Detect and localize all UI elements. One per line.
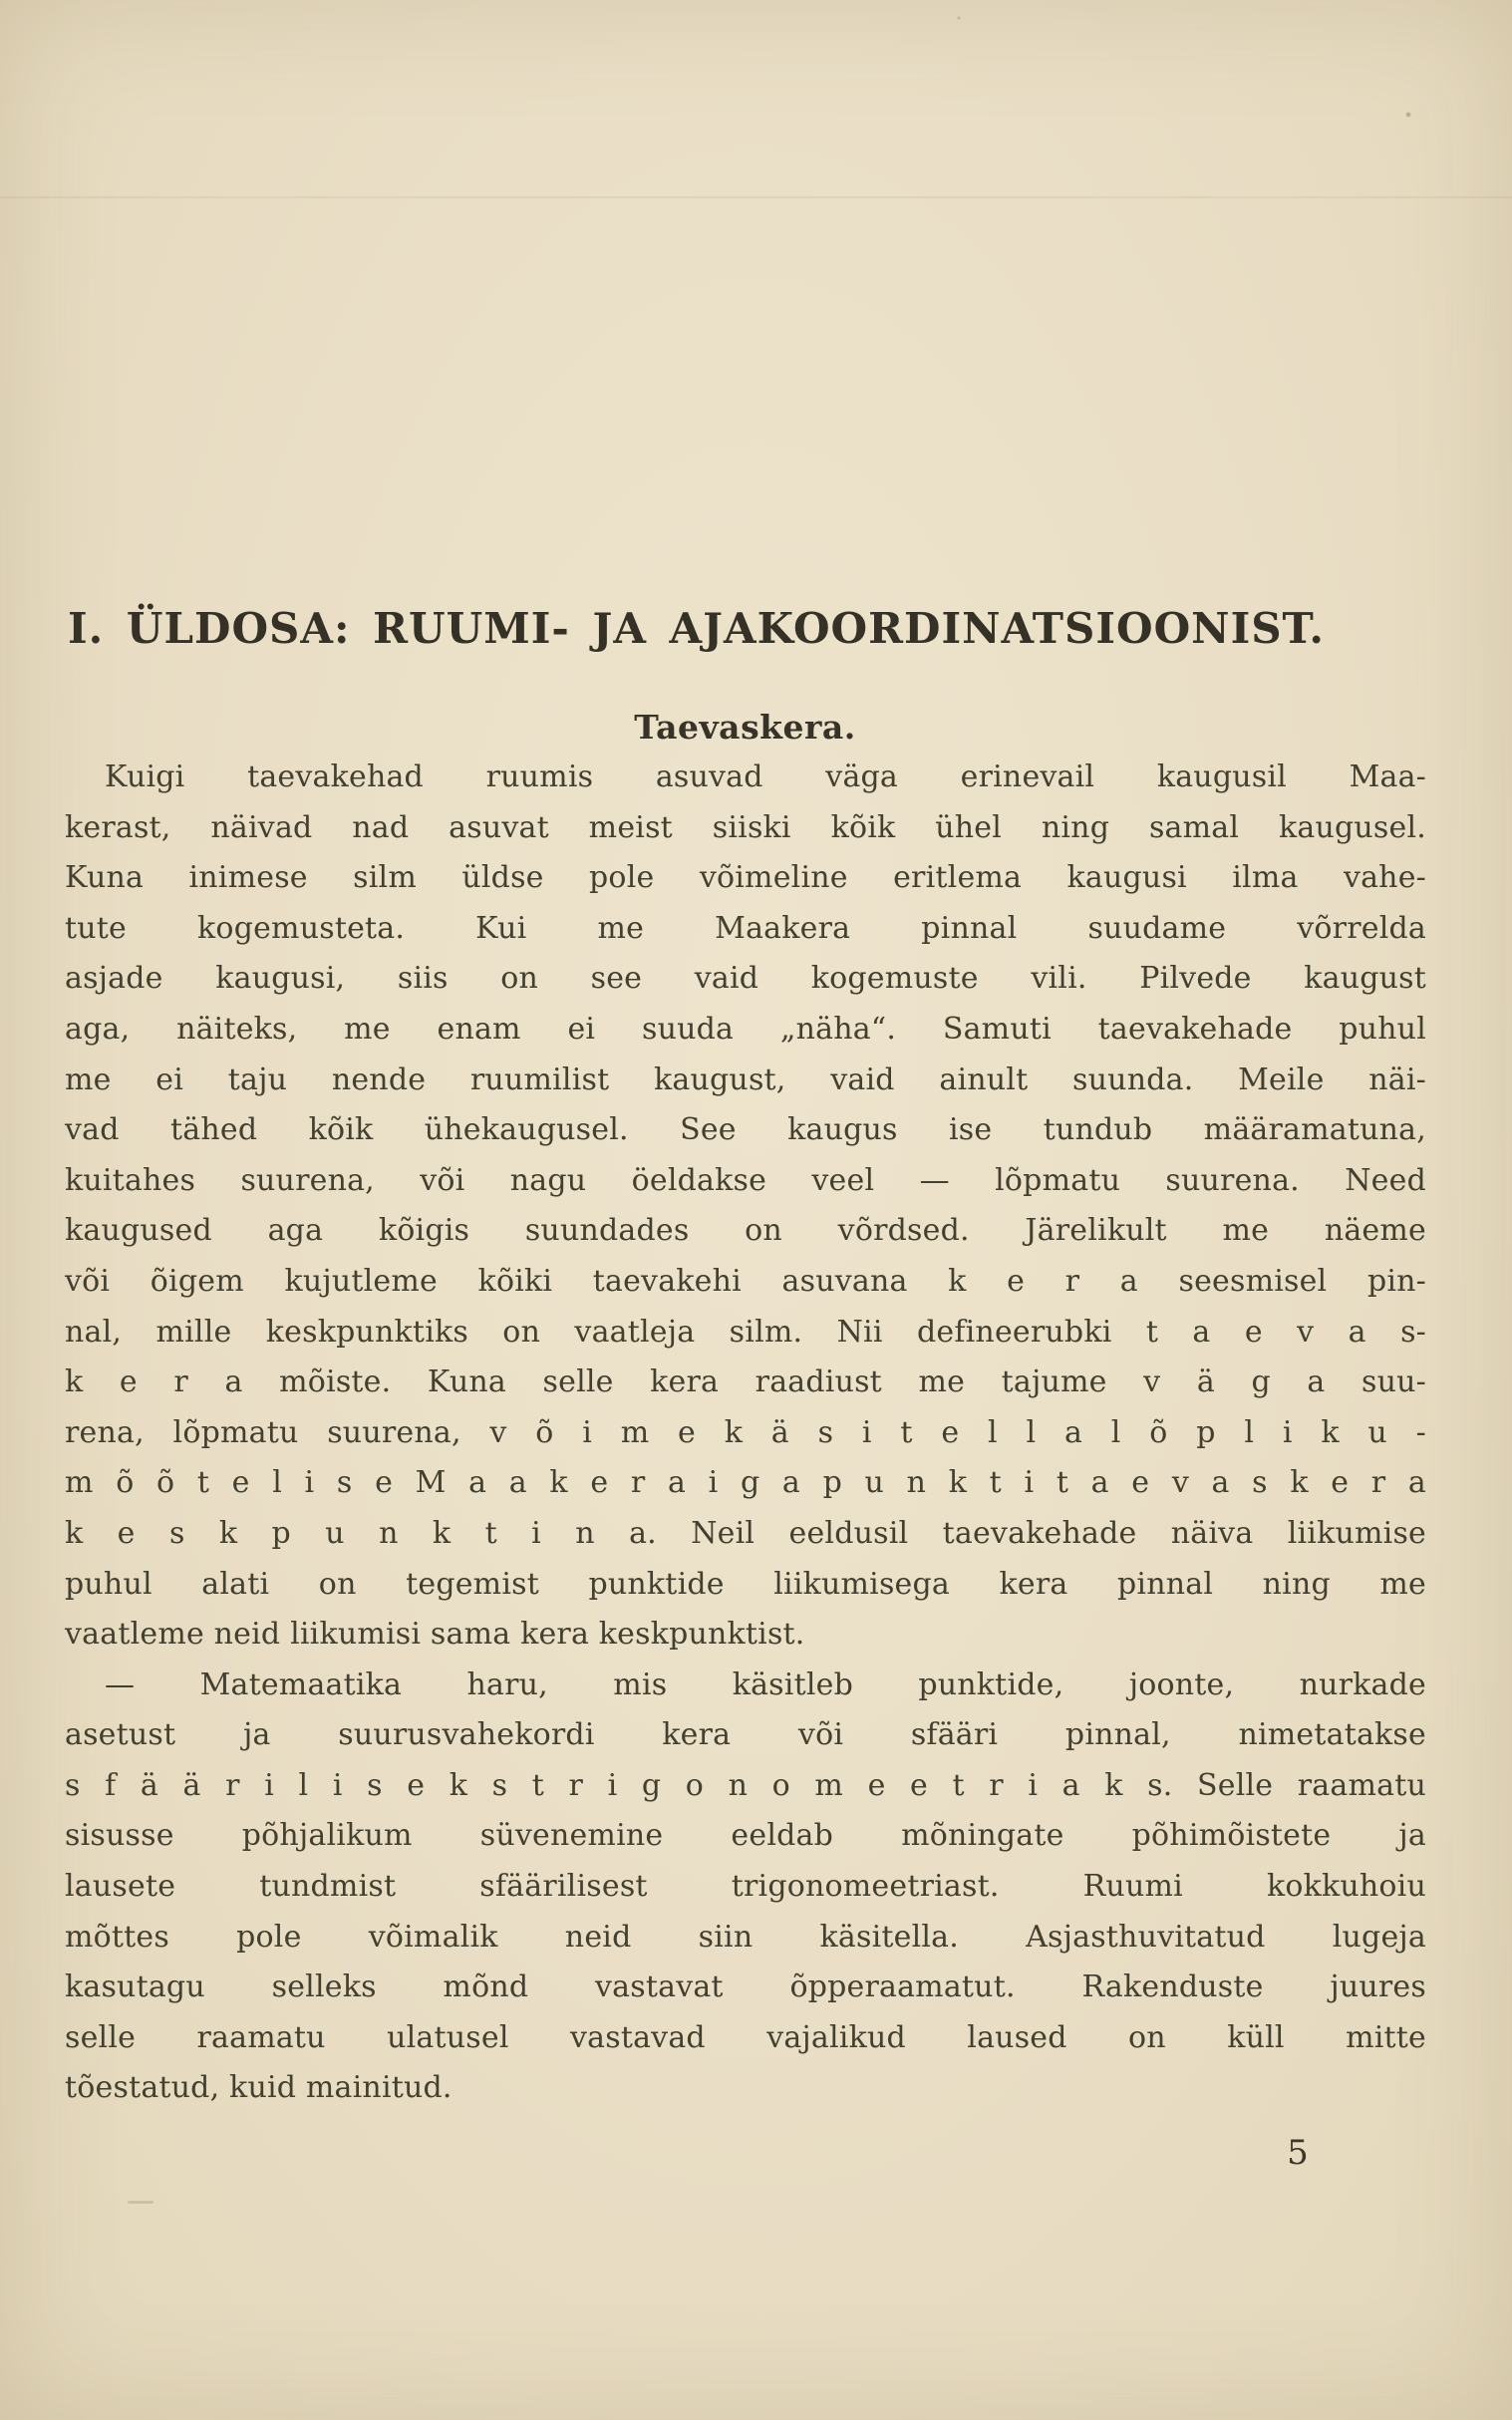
text-line: tõestatud, kuid mainitud.: [65, 2070, 453, 2106]
text-line: asetust ja suurusvahekordi kera või sfääri pinnal, nimetatakse: [65, 1717, 1426, 1753]
page-number: 5: [1287, 2133, 1309, 2173]
text-line: mõttes pole võimalik neid siin käsitella. Asjasthuvitatud lugeja: [65, 1919, 1426, 1955]
text-line: vad tähed kõik ühekaugusel. See kaugus ise tundub määramatuna,: [65, 1112, 1426, 1148]
text-line: s f ä ä r i l i s e k s t r i g o n o m e e t r i a k s. Selle raamatu: [65, 1767, 1426, 1803]
chapter-title: I. ÜLDOSA: RUUMI- JA AJAKOORDINATSIOONIST.: [68, 604, 1326, 654]
text-line: vaatleme neid liikumisi sama kera keskpunktist.: [65, 1617, 805, 1653]
text-line: k e r a mõiste. Kuna selle kera raadiust me tajume v ä g a suu-: [65, 1364, 1426, 1400]
text-line: kuitahes suurena, või nagu öeldakse veel — lõpmatu suurena. Need: [65, 1162, 1426, 1198]
text-line: nal, mille keskpunktiks on vaatleja silm. Nii defineerubki t a e v a s-: [65, 1314, 1426, 1350]
text-line: me ei taju nende ruumilist kaugust, vaid ainult suunda. Meile näi-: [65, 1061, 1426, 1097]
text-line: kaugused aga kõigis suundades on võrdsed. Järelikult me näeme: [65, 1213, 1426, 1249]
text-line: sisusse põhjalikum süvenemine eeldab mõningate põhimõistete ja: [65, 1818, 1426, 1854]
body-text: [65, 753, 1426, 2114]
text-line: puhul alati on tegemist punktide liikumisega kera pinnal ning me: [65, 1566, 1426, 1602]
text-line: kasutagu selleks mõnd vastavat õpperaamatut. Rakenduste juures: [65, 1969, 1426, 2005]
section-title: Taevaskera.: [634, 708, 856, 748]
text-line: lausete tundmist sfäärilisest trigonomeetriast. Ruumi kokkuhoiu: [65, 1869, 1426, 1905]
text-line: või õigem kujutleme kõiki taevakehi asuvana k e r a seesmisel pin-: [65, 1263, 1426, 1299]
text-line: aga, näiteks, me enam ei suuda „näha“. Samuti taevakehade puhul: [65, 1011, 1426, 1047]
text-line: m õ õ t e l i s e M a a k e r a i g a p u n k t i t a e v a s k e r a: [65, 1465, 1426, 1501]
paper-speck: [128, 2201, 153, 2204]
text-line: — Matemaatika haru, mis käsitleb punktide, joonte, nurkade: [105, 1666, 1426, 1702]
text-line: selle raamatu ulatusel vastavad vajalikud laused on küll mitte: [65, 2019, 1426, 2055]
text-line: Kuigi taevakehad ruumis asuvad väga erinevail kaugusil Maa-: [105, 759, 1426, 794]
text-line: k e s k p u n k t i n a. Neil eeldusil taevakehade näiva liikumise: [65, 1515, 1426, 1551]
text-line: kerast, näivad nad asuvat meist siiski kõik ühel ning samal kaugusel.: [65, 809, 1426, 845]
paper-crease: [0, 196, 1512, 198]
text-line: Kuna inimese silm üldse pole võimeline eritlema kaugusi ilma vahe-: [65, 860, 1426, 896]
text-line: asjade kaugusi, siis on see vaid kogemuste vili. Pilvede kaugust: [65, 961, 1426, 997]
text-line: tute kogemusteta. Kui me Maakera pinnal suudame võrrelda: [65, 910, 1426, 946]
text-line: rena, lõpmatu suurena, v õ i m e k ä s i t e l l a l õ p l i k u -: [65, 1414, 1426, 1450]
